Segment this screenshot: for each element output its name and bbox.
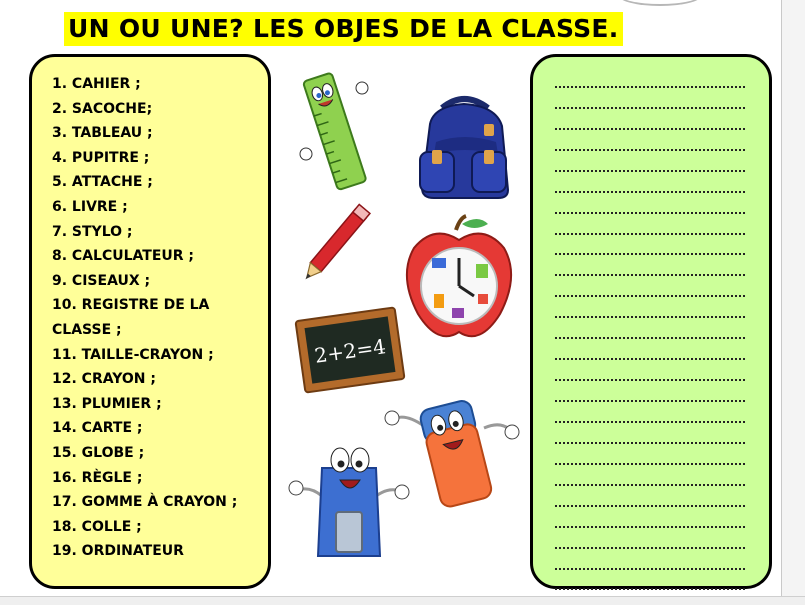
answer-lines [555,67,745,590]
chalkboard-text: 2+2=4 [312,334,388,368]
answer-line [555,276,745,297]
apple-clock-icon [404,214,514,344]
answer-line [555,109,745,130]
answer-line [555,235,745,256]
answer-line [555,193,745,214]
answer-line [555,88,745,109]
vocab-item: 17. GOMME À CRAYON ; [52,494,238,511]
answer-line [555,486,745,507]
vocab-item: 13. PLUMIER ; [52,395,162,412]
pencil-icon [286,186,392,296]
vocab-item: 19. ORDINATEUR [52,543,184,560]
window-right-edge [781,0,805,604]
vocab-item: 11. TAILLE-CRAYON ; [52,346,214,363]
answer-line [555,381,745,402]
answer-line [555,528,745,549]
page-title: UN OU UNE? LES OBJES DE LA CLASSE. [64,12,623,46]
vocab-item: 8. CALCULATEUR ; [52,248,195,265]
vocabulary-panel [29,54,271,589]
answer-line [555,172,745,193]
vocab-item: 18. COLLE ; [52,518,142,535]
vocabulary-list [52,72,267,564]
vocab-item: 12. CRAYON ; [52,371,156,388]
vocab-item: 1. CAHIER ; [52,76,141,92]
pencil-sharpener-character-icon [284,440,414,562]
vocab-item: 4. PUPITRE ; [52,149,150,166]
answer-line [555,507,745,528]
vocab-item: 14. CARTE ; [52,420,143,437]
vocab-item: 2. SACOCHE; [52,100,153,117]
answer-line [555,297,745,318]
vocab-item: 5. ATTACHE ; [52,174,153,191]
vocab-item: 6. LIVRE ; [52,198,128,215]
answer-line [555,151,745,172]
top-ornament [618,0,702,6]
vocab-item: 7. STYLO ; [52,223,133,240]
answer-line [555,360,745,381]
answer-line [555,339,745,360]
answer-line [555,549,745,570]
vocab-item: 15. GLOBE ; [52,444,145,461]
vocab-item: 9. CISEAUX ; [52,272,151,289]
vocab-item: 10. REGISTRE DE LA CLASSE ; [52,297,210,338]
answer-line [555,130,745,151]
answer-line [555,214,745,235]
vocab-item: 16. RÈGLE ; [52,469,143,486]
backpack-icon [412,94,516,200]
answer-line [555,570,745,591]
answer-line [555,318,745,339]
answer-line [555,402,745,423]
answer-line [555,465,745,486]
answer-line [555,255,745,276]
vocab-item: 3. TABLEAU ; [52,125,153,142]
answer-line [555,67,745,88]
answer-line [555,444,745,465]
answer-line [555,423,745,444]
ruler-character-icon [298,70,374,194]
answer-panel [530,54,772,589]
